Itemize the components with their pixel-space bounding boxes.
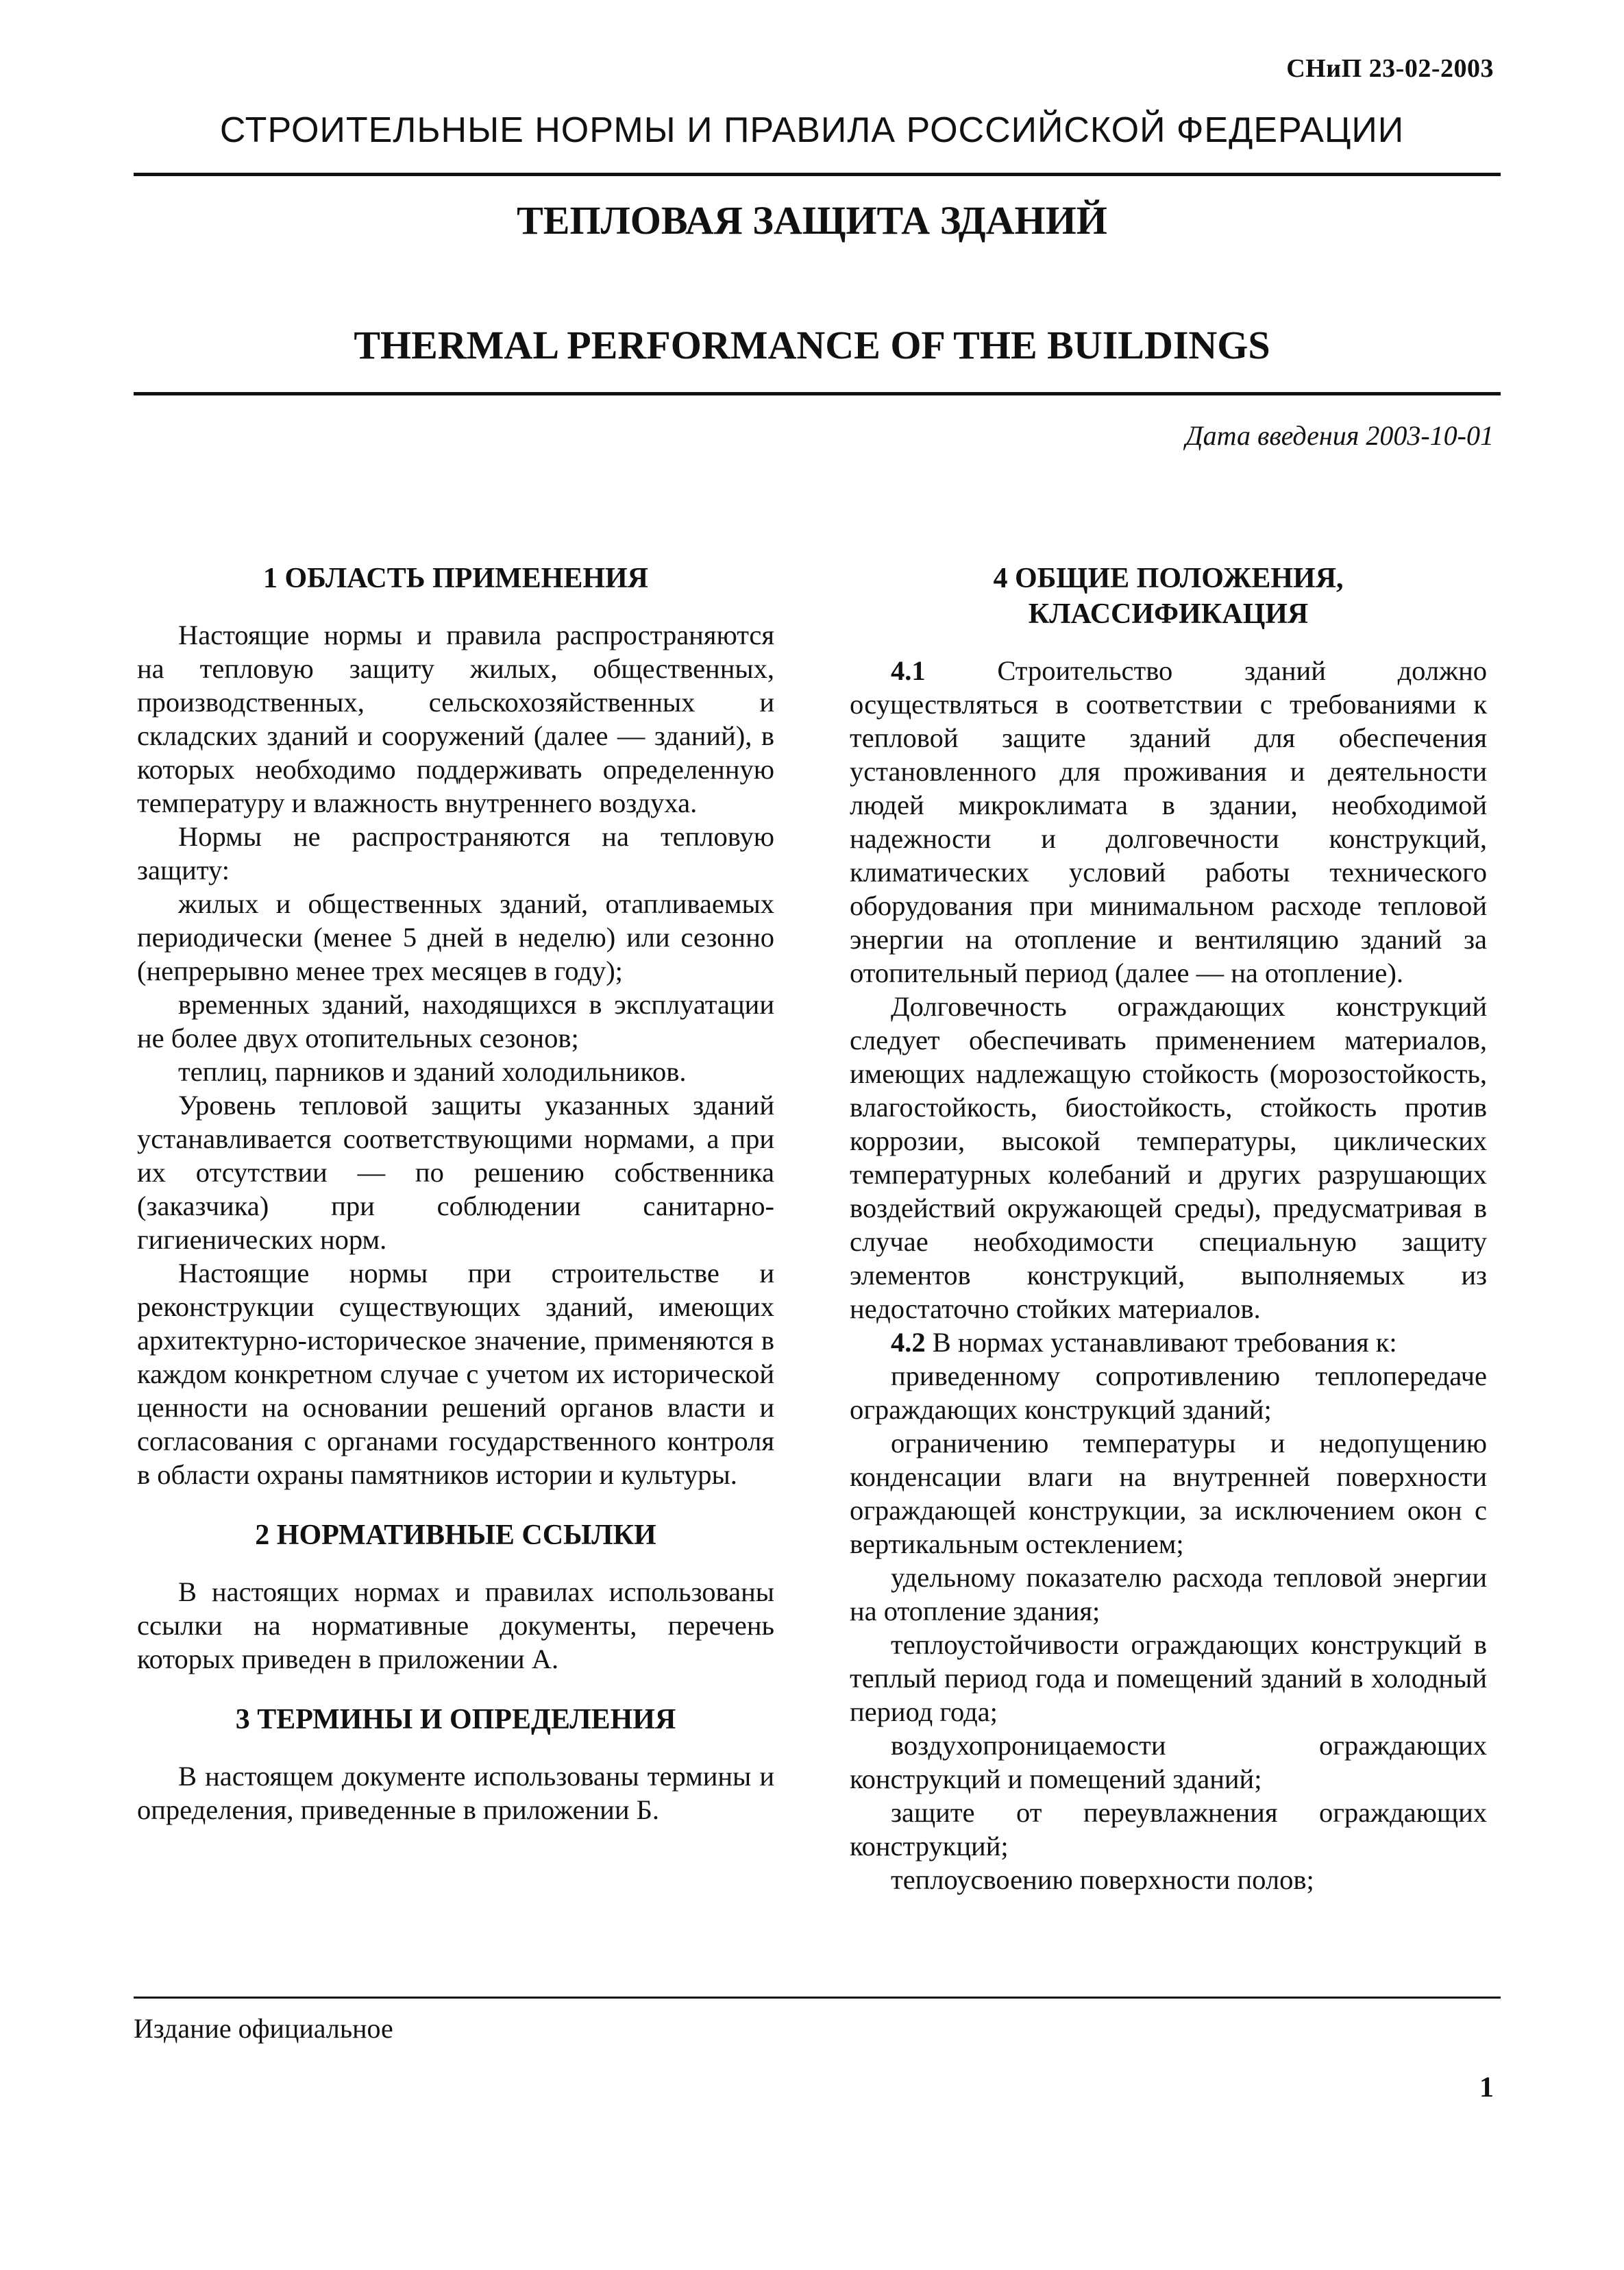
section-1-list-item: теплиц, парников и зданий холодильников. [178, 1056, 687, 1087]
section-1-paragraph: Настоящие нормы и правила распространяются на тепловую защиту жилых, общественных, производственных, сельскохозяйственных и складских зданий и сооружений (далее — зданий), в которых необходимо поддерживать определенную температуру и влажность внутреннего воздуха. [137, 620, 774, 818]
series-title: СТРОИТЕЛЬНЫЕ НОРМЫ И ПРАВИЛА РОССИЙСКОЙ ФЕДЕРАЦИИ [219, 110, 1405, 150]
section-4-heading-line2: КЛАССИФИКАЦИЯ [1028, 598, 1309, 630]
document-title-ru: ТЕПЛОВАЯ ЗАЩИТА ЗДАНИЙ [517, 198, 1107, 243]
section-1-list-item: временных зданий, находящихся в эксплуатации не более двух отопительных сезонов; [137, 989, 774, 1053]
section-4-heading [850, 561, 1487, 632]
section-4-list-item: воздухопроницаемости ограждающих конструкций и помещений зданий; [850, 1730, 1487, 1794]
section-4-list-item: теплоустойчивости ограждающих конструкций в теплый период года и помещений зданий в холодный период года; [850, 1629, 1487, 1727]
section-4-list-item: приведенному сопротивлению теплопередаче ограждающих конструкций зданий; [850, 1360, 1487, 1425]
clause-4-1 [850, 654, 1487, 990]
document-title-en: THERMAL PERFORMANCE OF THE BUILDINGS [354, 323, 1270, 367]
section-4-list-item: теплоусвоению поверхности полов; [891, 1864, 1314, 1895]
page-number: 1 [1479, 2072, 1494, 2103]
clause-number: 4.2 [891, 1327, 926, 1358]
document-code: СНиП 23-02-2003 [1286, 54, 1494, 83]
clause-number: 4.1 [891, 655, 926, 686]
top-divider [134, 173, 1501, 176]
footer-divider [134, 1997, 1501, 1999]
right-column [850, 561, 1487, 1896]
section-3-heading: 3 ТЕРМИНЫ И ОПРЕДЕЛЕНИЯ [235, 1704, 676, 1735]
section-1-heading: 1 ОБЛАСТЬ ПРИМЕНЕНИЯ [262, 563, 649, 594]
section-4-list-item: удельному показателю расхода тепловой энергии на отопление здания; [850, 1562, 1487, 1626]
clause-4-2 [850, 1326, 1487, 1359]
section-4-paragraph: Долговечность ограждающих конструкций следует обеспечивать применением материалов, имеющих надлежащую стойкость (морозостойкость, влагостойкость, биостойкость, стойкость против коррозии, высокой температуры, циклических температурных колебаний и других разрушающих воздействий окружающей среды), предусматривая в случае необходимости специальную защиту элементов конструкций, выполняемых из недостаточно стойких материалов. [850, 991, 1487, 1324]
title-divider [134, 392, 1501, 395]
section-1-paragraph: Уровень тепловой защиты указанных зданий устанавливается соответствующими нормами, а при их отсутствии — по решению собственника (заказчика) при соблюдении санитарно-гигиенических норм. [137, 1090, 774, 1255]
section-4-heading-line1: 4 ОБЩИЕ ПОЛОЖЕНИЯ, [993, 563, 1344, 594]
introduction-date: Дата введения 2003-10-01 [1185, 420, 1494, 451]
section-4-list-item: защите от переувлажнения ограждающих конструкций; [850, 1797, 1487, 1862]
edition-note: Издание официальное [134, 2013, 393, 2044]
section-2-heading: 2 НОРМАТИВНЫЕ ССЫЛКИ [255, 1520, 656, 1551]
section-1-paragraph: Настоящие нормы при строительстве и реконструкции существующих зданий, имеющих архитектурно-историческое значение, применяются в каждом конкретном случае с учетом их исторической ценности на основании решений органов власти и согласования с органами государственного контроля в области охраны памятников истории и культуры. [137, 1258, 774, 1490]
clause-text: Строительство зданий должно осуществляться в соответствии с требованиями к тепловой защите зданий для обеспечения установленного для проживания и деятельности людей микроклимата в здании, необходимой надежности и долговечности конструкций, климатических условий работы технического оборудования при минимальном расходе тепловой энергии на отопление и вентиляцию зданий за отопительный период (далее — на отопление). [850, 655, 1488, 988]
left-column [137, 561, 774, 1827]
section-1-list-item: жилых и общественных зданий, отапливаемых периодически (менее 5 дней в неделю) или сезонно (непрерывно менее трех месяцев в году); [137, 888, 774, 986]
section-1-paragraph: Нормы не распространяются на тепловую защиту: [137, 821, 774, 886]
section-2-paragraph: В настоящих нормах и правилах использованы ссылки на нормативные документы, перечень которых приведен в приложении А. [137, 1576, 774, 1674]
section-3-paragraph: В настоящем документе использованы термины и определения, приведенные в приложении Б. [137, 1761, 774, 1825]
section-4-list-item: ограничению температуры и недопущению конденсации влаги на внутренней поверхности ограждающей конструкции, за исключением окон с вертикальным остеклением; [850, 1428, 1487, 1559]
clause-text: В нормах устанавливают требования к: [932, 1327, 1397, 1358]
